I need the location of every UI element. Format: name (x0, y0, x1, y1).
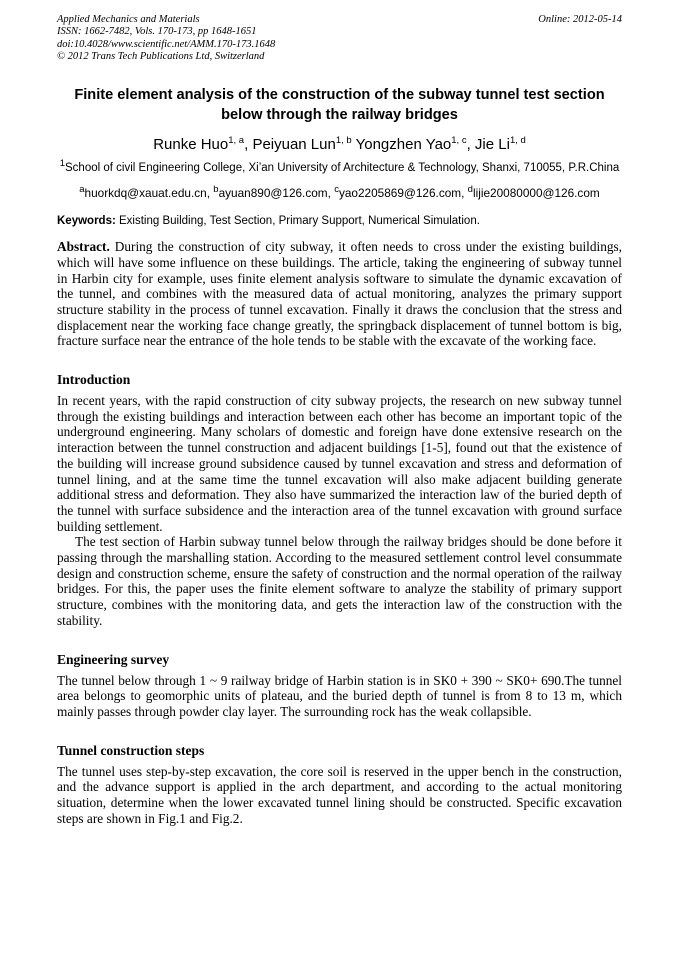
author-name: Peiyuan Lun (252, 135, 336, 153)
email-address: yao2205869@126.com (338, 186, 462, 201)
section-heading: Tunnel construction steps (57, 742, 205, 758)
author-separator: , (244, 135, 253, 153)
author-name: Jie Li (474, 135, 510, 153)
keywords-line (57, 215, 622, 227)
section-heading: Engineering survey (57, 651, 170, 667)
email-address: ayuan890@126.com (218, 186, 328, 201)
keywords-text: Existing Building, Test Section, Primary Support, Numerical Simulation. (119, 215, 480, 228)
journal-header (57, 14, 622, 64)
affiliation-text: School of civil Engineering College, Xi’an University of Architecture & Technology, Shanxi, 710055, P.R.China (65, 161, 620, 174)
journal-copyright-line: © 2012 Trans Tech Publications Ltd, Switzerland (57, 51, 265, 63)
section-engineering-survey (57, 652, 622, 720)
paper-title: Finite element analysis of the construction of the subway tunnel test section below through the railway bridges (74, 86, 605, 123)
journal-name: Applied Mechanics and Materials (57, 14, 200, 25)
author-superscript: 1, b (335, 134, 352, 146)
abstract-label: Abstract. (57, 239, 110, 255)
journal-info-block (57, 14, 275, 64)
section-introduction (57, 372, 622, 629)
journal-issn-line: ISSN: 1662-7482, Vols. 170-173, pp 1648-1651 (57, 26, 257, 38)
abstract (57, 239, 622, 349)
affiliation-superscript: 1 (59, 157, 66, 169)
author-superscript: 1, d (509, 134, 526, 146)
online-date: Online: 2012-05-14 (538, 14, 622, 25)
email-superscript: c (334, 184, 339, 196)
abstract-text: During the construction of city subway, it often needs to cross under the existing buildings, which will have some influence on these buildings. The article, taking the engineering of subway tunnel in Harbin city for example, uses finite element analysis software to simulate the dynamic excavation of the tunnel, and combines with the measured data of actual monitoring, analyzes the primary support structure stability in the process of tunnel excavation. Finally it draws the conclusion that the stress and displacement near the working face change greatly, the springback displacement of tunnel bottom is big, fracture surface near the entrance of the hole tends to be stable with the excavate of the working face. (57, 239, 623, 349)
section-paragraph: The test section of Harbin subway tunnel below through the railway bridges should be done before it passing through the marshalling station. According to the measured settlement control level consummate design and construction scheme, ensure the safety of construction and the normal operation of the railway bridges. For this, the paper uses the finite element software to analyze the stability of primary support structure, combines with the monitoring data, and gets the interaction law of the construction with the stability. (57, 534, 622, 628)
email-superscript: b (213, 184, 219, 196)
affiliation (57, 157, 622, 176)
emails-line (57, 186, 622, 200)
email-superscript: d (467, 184, 473, 196)
author-superscript: 1, a (228, 134, 245, 146)
author-separator: , (466, 135, 475, 153)
section-heading: Introduction (57, 372, 131, 388)
keywords-label: Keywords: (57, 215, 116, 228)
authors-line (57, 136, 622, 153)
author-superscript: 1, c (451, 134, 467, 146)
author-name: Yongzhen Yao (355, 135, 452, 153)
author-name: Runke Huo (153, 135, 229, 153)
journal-doi-line: doi:10.4028/www.scientific.net/AMM.170-173.1648 (57, 38, 276, 50)
email-superscript: a (79, 184, 85, 196)
email-separator: , (206, 186, 214, 201)
email-address: lijie20080000@126.com (472, 186, 600, 201)
email-separator: , (327, 186, 335, 201)
section-paragraph: The tunnel below through 1 ~ 9 railway bridge of Harbin station is in SK0 + 390 ~ SK0+ 690.The tunnel area belongs to geomorphic units of plateau, and the buried depth of tunnel is from 8 to 13 m, which mainly passes through powder clay layer. The surrounding rock has the weak collapsible. (57, 672, 622, 719)
section-paragraph: In recent years, with the rapid construction of city subway projects, the research on new subway tunnel through the existing buildings and interaction between each other has become an important topic of the underground engineering. Many scholars of domestic and foreign have done extensive research on the interaction between the tunnel construction and adjacent buildings [1-5], found out that the existence of the building will increase ground subsidence caused by tunnel excavation and stress and deformation of tunnel lining, and at the same time the tunnel excavation will also make adjacent building generate additional stress and deformation. They also have summarized the interaction law of the buried depth of the tunnel with surface subsidence and the interaction area of the tunnel excavation with ground surface building settlement. (57, 393, 622, 534)
section-paragraph: The tunnel uses step-by-step excavation, the core soil is reserved in the upper bench in the construction, and the advance support is applied in the arch department, and according to the actual monitoring situation, determine when the lower excavated tunnel lining should be constructed. Specific excavation steps are shown in Fig.1 and Fig.2. (57, 763, 622, 826)
email-address: huorkdq@xauat.edu.cn (84, 186, 207, 201)
email-separator: , (461, 186, 468, 201)
section-tunnel-construction-steps (57, 743, 622, 827)
